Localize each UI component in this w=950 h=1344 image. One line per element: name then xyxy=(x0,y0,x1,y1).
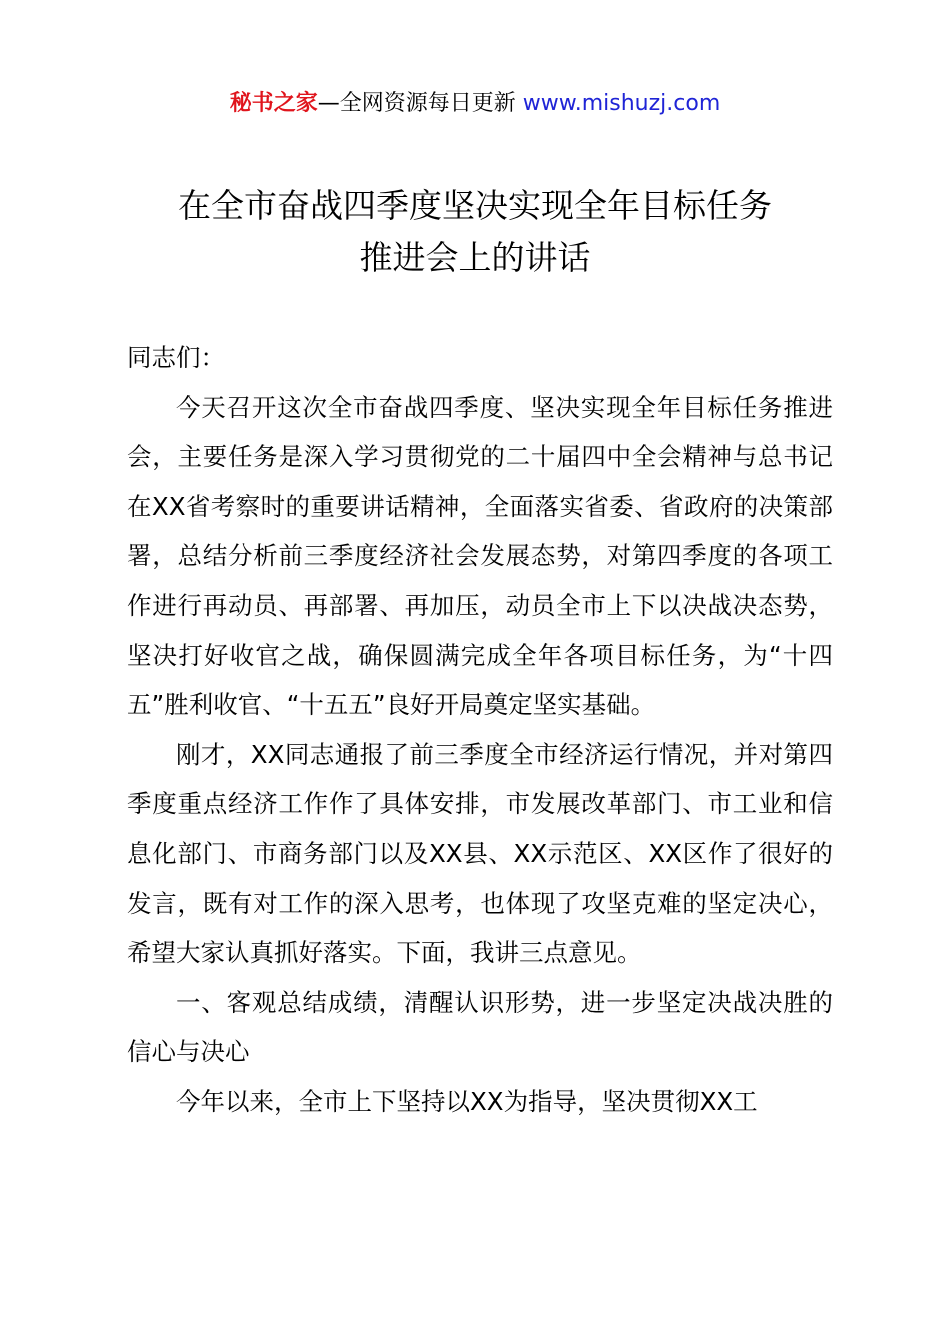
document-body xyxy=(127,333,833,1127)
paragraph-1: 今天召开这次全市奋战四季度、坚决实现全年目标任务推进会，主要任务是深入学习贯彻党的二十届四中全会精神与总书记在XX省考察时的重要讲话精神，全面落实省委、省政府的决策部署，总结分析前三季度经济社会发展态势，对第四季度的各项工作进行再动员、再部署、再加压，动员全市上下以决战决态势，坚决打好收官之战，确保圆满完成全年各项目标任务，为“十四五”胜利收官、“十五五”良好开局奠定坚实基础。 xyxy=(127,392,833,720)
site-url-link[interactable]: www.mishuzj.com xyxy=(522,91,721,116)
site-header xyxy=(0,88,950,120)
document-title xyxy=(0,180,950,284)
paragraph-2: 刚才，XX同志通报了前三季度全市经济运行情况，并对第四季度重点经济工作作了具体安排，市发展改革部门、市工业和信息化部门、市商务部门以及XX县、XX示范区、XX区作了很好的发言，既有对工作的深入思考，也体现了攻坚克难的坚定决心，希望大家认真抓好落实。下面，我讲三点意见。 xyxy=(127,739,833,968)
header-slogan: —全网资源每日更新 xyxy=(317,91,523,116)
title-line-2: 推进会上的讲话 xyxy=(359,238,591,277)
paragraph-3: 今年以来，全市上下坚持以XX为指导，坚决贯彻XX工 xyxy=(176,1086,758,1116)
brand-name: 秘书之家 xyxy=(229,91,318,116)
salutation: 同志们： xyxy=(127,343,225,372)
section-heading-1: 一、客观总结成绩，清醒认识形势，进一步坚定决战决胜的信心与决心 xyxy=(127,987,833,1067)
title-line-1: 在全市奋战四季度坚决实现全年目标任务 xyxy=(178,186,772,225)
